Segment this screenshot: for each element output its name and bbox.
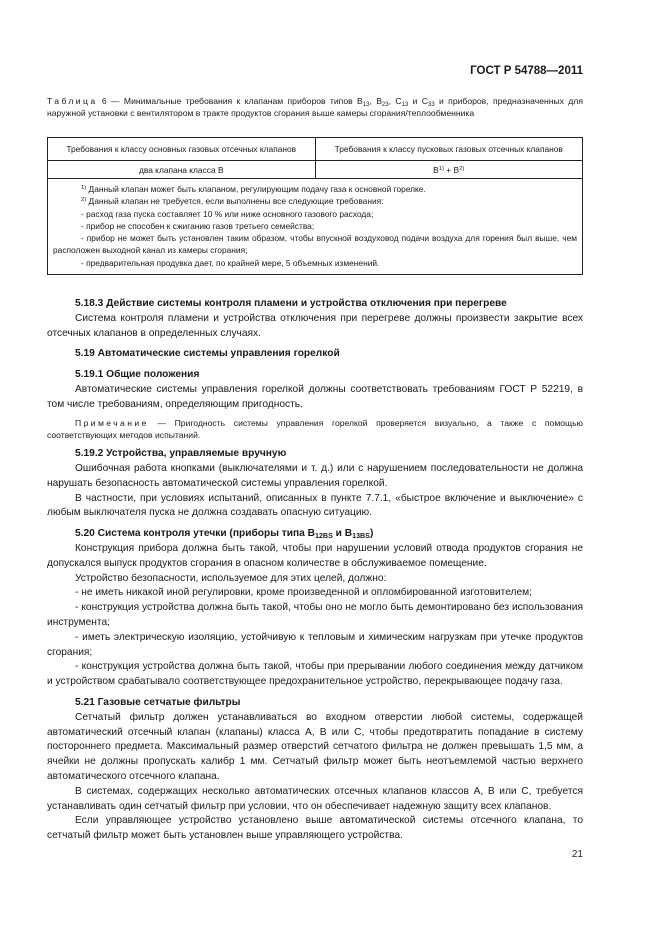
table-note: - прибор не может быть установлен таким образом, чтобы впускной воздуховод подачи воздуха для горения был выше, чем расположен выходной канал из камеры сгорания; bbox=[53, 233, 577, 256]
section-heading: 5.19.1 Общие положения bbox=[75, 369, 200, 381]
paragraph: Конструкция прибора должна быть такой, чтобы при нарушении условий отвода продуктов сгорания не допускался выпуск продуктов сгорания в опасном количестве в обслуживаемое помещение. bbox=[47, 542, 583, 569]
paragraph: Ошибочная работа кнопками (выключателями и т. д.) или с нарушением последовательности не должна нарушать безопасность автоматической системы управления горелкой. bbox=[47, 462, 583, 489]
note-label: Примечание bbox=[75, 417, 149, 428]
main-text bbox=[47, 297, 583, 844]
page-number: 21 bbox=[571, 849, 583, 860]
table-notes-row bbox=[48, 179, 583, 275]
table-note: - расход газа пуска составляет 10 % или ниже основного газового расхода; bbox=[81, 208, 374, 219]
paragraph: В частности, при условиях испытаний, описанных в пункте 7.7.1, «быстрое включение и выключение» с любым выключателя пуска не должна создавать опасную ситуацию. bbox=[47, 492, 583, 519]
note-paragraph: Примечание — Пригодность системы управления горелкой проверяется визуально, а также с помощью соответствующих методов испытаний. bbox=[47, 417, 583, 440]
table-note: - прибор не способен к сжиганию газов третьего семейства; bbox=[81, 220, 315, 231]
requirements-table bbox=[47, 137, 583, 275]
section-heading: 5.19.2 Устройства, управляемые вручную bbox=[75, 448, 287, 460]
document-id: ГОСТ Р 54788—2011 bbox=[470, 65, 583, 77]
section-heading: 5.20 Система контроля утечки (приборы типа $B_{12BS}$ и $B_{13BS}$) bbox=[75, 528, 374, 541]
table-row bbox=[48, 161, 583, 179]
table-header-cell: Требования к классу основных газовых отсечных клапанов bbox=[48, 138, 316, 161]
paragraph: В системах, содержащих несколько автоматических отсечных клапанов классов А, В или С, требуется устанавливать один сетчатый фильтр при условии, что он обеспечивает надежную защиту всех клапанов. bbox=[47, 785, 583, 812]
paragraph: Система контроля пламени и устройства отключения при перегреве должны произвести закрытие всех отсечных клапанов в определенных случаях. bbox=[47, 312, 583, 339]
paragraph: Сетчатый фильтр должен устанавливаться во входном отверстии любой системы, содержащей автоматический отсечный клапан (клапаны) класса А, В или С, чтобы предотвратить попадание в систему постороннего предмета. Максимальный размер отверстий сетчатого фильтра не должен превышать 1,5 мм, а ячейки не должны пропускать калибр 1 мм. Сетчатый фильтр может быть неотъемлемой частью верхнего автоматического отсечного клапана. bbox=[47, 711, 583, 782]
table-notes bbox=[48, 179, 583, 275]
table-note: $^{2)}$ Данный клапан не требуется, если выполнены все следующие требования: bbox=[81, 196, 384, 207]
table-caption-label: Таблица bbox=[47, 96, 98, 106]
table-note: - предварительная продувка дает, по крайней мере, 5 объемных изменений. bbox=[81, 257, 380, 268]
paragraph: Если управляющее устройство установлено выше автоматической системы отсечного клапана, то сетчатый фильтр может быть установлен выше управляющего устройства. bbox=[47, 815, 583, 842]
paragraph: Устройство безопасности, используемое для этих целей, должно: bbox=[75, 572, 387, 584]
table-cell: два клапана класса В bbox=[48, 161, 316, 179]
section-heading: 5.18.3 Действие системы контроля пламени и устройства отключения при перегреве bbox=[75, 298, 507, 309]
table-caption: Таблица 6 — Минимальные требования к клапанам приборов типов $B_{13}$, $B_{23}$, $C_{13}$ и $C_{33}$ и приборов, предназначенных для наружной установки с вентилятором в тракте продуктов сгорания выше камеры сгорания/теплообменника bbox=[47, 96, 583, 119]
list-item: - не иметь никакой иной регулировки, кроме произведенной и опломбированной изготовителем; bbox=[75, 587, 533, 599]
section-heading: 5.21 Газовые сетчатые фильтры bbox=[75, 696, 241, 708]
table-header-cell: Требования к классу пусковых газовых отсечных клапанов bbox=[315, 138, 583, 161]
section-heading: 5.19 Автоматические системы управления горелкой bbox=[75, 348, 340, 360]
paragraph: Автоматические системы управления горелкой должны соответствовать требованиям ГОСТ Р 52219, в том числе требованиям, определяющим пригодность. bbox=[47, 383, 583, 410]
table-header-row bbox=[48, 138, 583, 161]
list-item: - конструкция устройства должна быть такой, чтобы оно не могло быть демонтировано без использования инструмента; bbox=[47, 602, 583, 628]
table-cell: $B^{1)} + B^{2)}$ bbox=[315, 161, 583, 179]
list-item: - иметь электрическую изоляцию, устойчивую к тепловым и химическим нагрузкам при утечке продуктов сгорания; bbox=[47, 631, 583, 658]
list-item: - конструкция устройства должна быть такой, чтобы при прерывании любого соединения между датчиком и устройством срабатывало соответствующее предохранительное устройство, перекрывающее подачу газа. bbox=[47, 661, 583, 688]
table-note: $^{1)}$ Данный клапан может быть клапаном, регулирующим подачу газа к основной горелке. bbox=[81, 184, 426, 194]
